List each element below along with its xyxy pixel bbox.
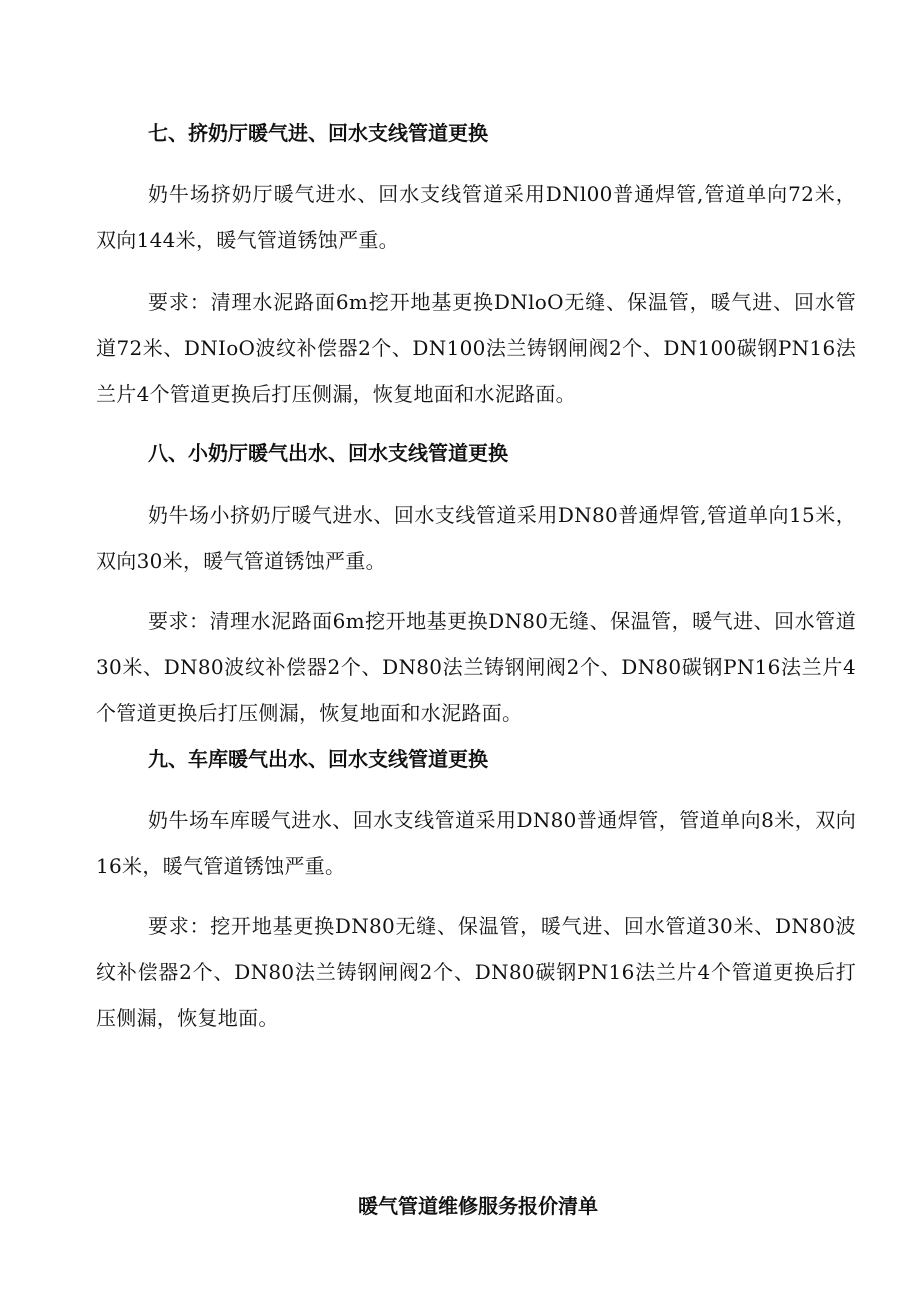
section-7-requirement: 要求：清理水泥路面6m挖开地基更换DNloO无缝、保温管，暖气进、回水管道72米、DNIoO波纹补偿器2个、DN100法兰铸钢闸阀2个、DN100碳钢PN16法兰片4个管道更换后打压侧漏，恢复地面和水泥路面。: [96, 290, 856, 406]
section-8-heading: 八、小奶厅暖气出水、回水支线管道更换: [148, 441, 508, 465]
section-7-heading: 七、挤奶厅暖气进、回水支线管道更换: [148, 121, 488, 145]
section-7-description: 奶牛场挤奶厅暖气进水、回水支线管道采用DNl00普通焊管,管道单向72米，双向144米，暖气管道锈蚀严重。: [96, 182, 856, 252]
section-9-heading: 九、车库暖气出水、回水支线管道更换: [148, 747, 488, 771]
section-9-description: 奶牛场车库暖气进水、回水支线管道采用DN80普通焊管，管道单向8米，双向16米，暖气管道锈蚀严重。: [96, 808, 856, 878]
price-list-title: 暖气管道维修服务报价清单: [358, 1194, 598, 1218]
section-8-description: 奶牛场小挤奶厅暖气进水、回水支线管道采用DN80普通焊管,管道单向15米，双向30米，暖气管道锈蚀严重。: [96, 503, 856, 573]
section-9-requirement: 要求：挖开地基更换DN80无缝、保温管，暖气进、回水管道30米、DN80波纹补偿器2个、DN80法兰铸钢闸阀2个、DN80碳钢PN16法兰片4个管道更换后打压侧漏，恢复地面。: [96, 914, 856, 1030]
section-8-requirement: 要求：清理水泥路面6m挖开地基更换DN80无缝、保温管，暖气进、回水管道30米、DN80波纹补偿器2个、DN80法兰铸钢闸阀2个、DN80碳钢PN16法兰片4个管道更换后打压侧漏，恢复地面和水泥路面。: [96, 609, 856, 725]
